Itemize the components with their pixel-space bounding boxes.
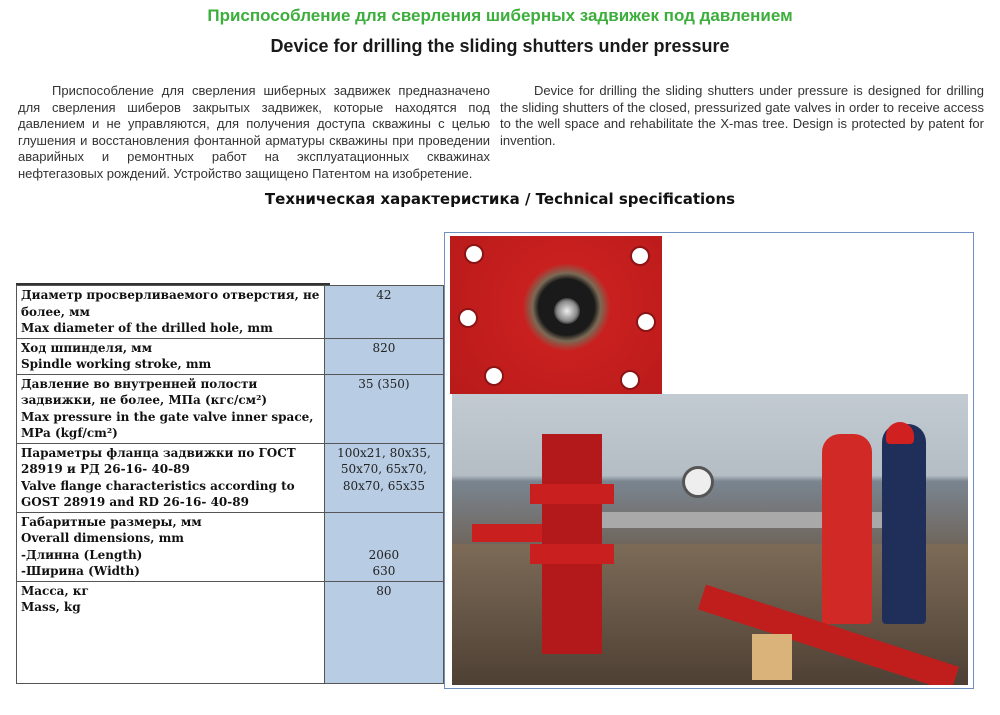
spec-parameter-line: -Ширина (Width)	[21, 564, 140, 578]
spec-value-line: 100x21, 80x35,	[337, 445, 431, 460]
spec-parameter	[17, 338, 325, 374]
spec-parameter-line	[21, 632, 320, 649]
spec-parameter-line	[21, 649, 320, 666]
description-english: Device for drilling the sliding shutters under pressure is designed for drilling the sliding shutters of the closed, pressurized gate valves in order to receive access to the well space and rehabilitate the X-mas tree. Design is protected by patent for invention.	[500, 83, 984, 148]
flange-bolt-hole	[458, 308, 478, 328]
spec-row	[17, 374, 444, 443]
spec-parameter	[17, 286, 325, 339]
worker-helmet	[886, 422, 914, 444]
spec-value-line: 42	[376, 288, 392, 302]
flange-bolt-hole	[630, 246, 650, 266]
spec-value-line: 35 (350)	[358, 376, 410, 391]
spec-parameter-line: более, мм	[21, 304, 90, 319]
spec-parameter-line: Диаметр просверливаемого отверстия, не	[21, 288, 320, 302]
spec-parameter-line: MPa (kgf/cm²)	[21, 426, 118, 440]
spec-parameter-line: Ход шпинделя, мм	[21, 340, 153, 355]
flange-bolt-hole	[620, 370, 640, 390]
spec-value-line	[329, 514, 439, 531]
worker-red-suit	[822, 434, 872, 624]
spec-parameter-line: Mass, kg	[21, 600, 81, 614]
wellhead-flange	[530, 544, 614, 564]
spec-value	[324, 512, 443, 581]
spec-parameter-line: Spindle working stroke, mm	[21, 357, 212, 371]
spec-parameter-line: Параметры фланца задвижки по ГОСТ	[21, 445, 296, 460]
flange-bolt-hole	[484, 366, 504, 386]
spec-parameter-line	[21, 665, 320, 682]
spec-parameter	[17, 443, 325, 512]
spec-value-line	[329, 530, 439, 547]
title-russian: Приспособление для сверления шиберных задвижек под давлением	[207, 6, 793, 25]
spec-row	[17, 338, 444, 374]
spec-row	[17, 581, 444, 683]
spec-parameter-line: Габаритные размеры, мм	[21, 514, 202, 529]
spec-value-line: 820	[372, 340, 396, 355]
spec-value-line: 80x70, 65x35	[342, 478, 426, 493]
worker-blue-suit	[882, 424, 926, 624]
spec-parameter-line: Давление во внутренней полости	[21, 376, 258, 391]
drilled-flange-photo	[450, 236, 662, 394]
side-pipe	[472, 524, 542, 542]
spec-parameter	[17, 581, 325, 683]
spec-value	[324, 374, 443, 443]
title-english: Device for drilling the sliding shutters under pressure	[270, 36, 730, 56]
spec-parameter-line: Valve flange characteristics according to	[21, 478, 295, 493]
spec-parameter-line: задвижки, не более, МПа (кгс/см²)	[21, 393, 268, 407]
specifications-heading: Техническая характеристика / Technical specifications	[264, 190, 736, 208]
spec-parameter-line: Max diameter of the drilled hole, mm	[21, 321, 273, 335]
spec-parameter-line: Overall dimensions, mm	[21, 531, 185, 545]
pressure-gauge	[682, 466, 714, 498]
spec-parameter-line: Масса, кг	[21, 583, 89, 598]
spec-value-line: 630	[372, 564, 396, 578]
spec-row	[17, 443, 444, 512]
spec-value	[324, 581, 443, 683]
description-russian: Приспособление для сверления шиберных задвижек предназначено для сверления шиберов закрытых задвижек, которые находятся под давлением и не управляются, для получения доступа скважины с целью глушения и восстановления фонтанной арматуры скважины при проведении аварийных и ремонтных работ на эксплуатационных скважинах нефтегазовых рождений. Устройство защищено Патентом на изобретение.	[18, 83, 490, 181]
spec-parameter-line: Max pressure in the gate valve inner space,	[21, 409, 314, 424]
spec-value-line: 50x70, 65x70,	[340, 462, 427, 476]
spec-parameter-line: 28919 и РД 26-16- 40-89	[21, 462, 190, 476]
wellhead-drilling-photo	[452, 394, 968, 685]
spec-value	[324, 443, 443, 512]
spec-parameter-line	[21, 616, 320, 633]
spec-parameter	[17, 374, 325, 443]
spec-row	[17, 512, 444, 581]
drilled-hole	[554, 298, 580, 324]
spec-value-line: 80	[376, 583, 392, 598]
spec-parameter-line: -Длинна (Length)	[21, 547, 143, 562]
flange-bolt-hole	[636, 312, 656, 332]
wooden-blocks	[752, 634, 792, 680]
specifications-table	[16, 285, 444, 684]
spec-parameter	[17, 512, 325, 581]
wellhead-flange	[530, 484, 614, 504]
spec-value	[324, 286, 443, 339]
spec-value-line: 2060	[368, 547, 400, 562]
spec-row	[17, 286, 444, 339]
spec-value	[324, 338, 443, 374]
spec-parameter-line: GOST 28919 and RD 26-16- 40-89	[21, 495, 249, 509]
flange-bolt-hole	[464, 244, 484, 264]
